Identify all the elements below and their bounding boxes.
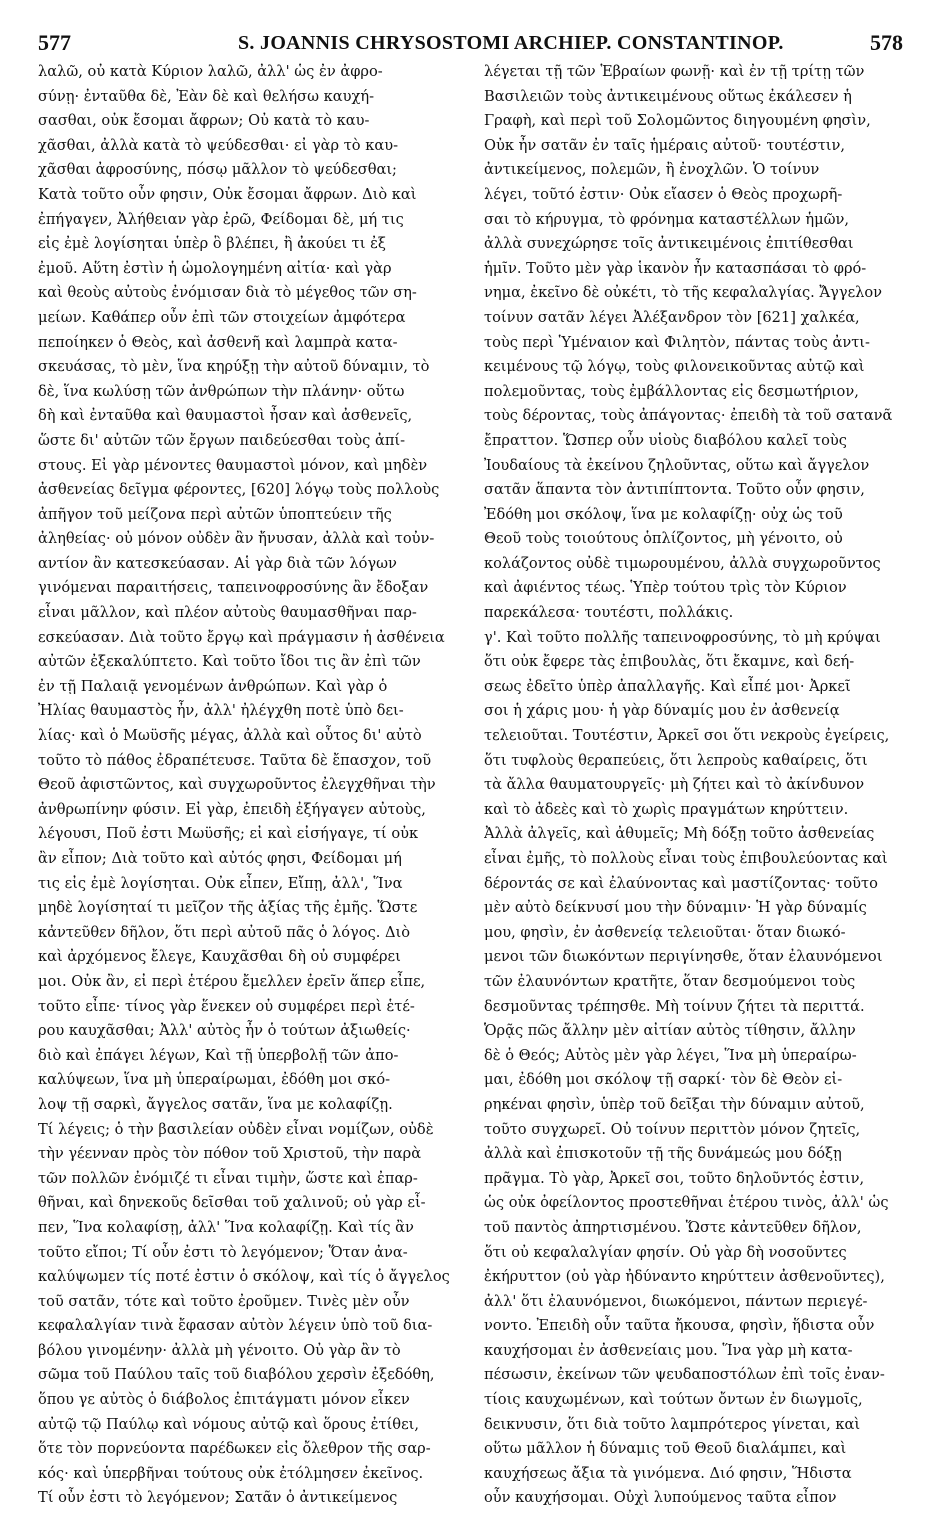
text-line: μοι. Οὐκ ἂν, εἰ περὶ ἑτέρου ἔμελλεν ἐρεῖν ἅπερ εἶπε, [38,972,426,990]
text-line: γ'. Καὶ τοῦτο πολλῆς ταπεινοφροσύνης, τὸ μὴ κρύψαι [484,628,881,646]
text-line: ὅτι οὐ κεφαλαλγίαν φησίν. Οὐ γὰρ δὴ νοσοῦντες [484,1243,847,1261]
text-line: γινόμεναι παραιτήσεις, ταπεινοφροσύνης ἂν ἔδοξαν [38,579,429,597]
text-line: ὅτι οὐκ ἔφερε τὰς ἐπιβουλὰς, ὅτι ἔκαμνε, καὶ δεή- [484,653,855,671]
text-line: ὅπου γε αὐτὸς ὁ διάβολος ἐπιτάγματι μόνον εἶκεν [38,1391,410,1409]
text-line: τοῦτο εἶπε· τίνος γὰρ ἕνεκεν οὐ συμφέρει περὶ ἑτέ- [38,997,415,1015]
text-line: χᾶσθαι ἀφροσύνης, πόσῳ μᾶλλον τὸ ψεύδεσθαι; [38,161,397,179]
text-line: σατᾶν ἅπαντα τὸν ἀντιπίπτοντα. Τοῦτο οὖν φησιν, [484,481,865,499]
text-line: ἀλλ' ὅτι ἐλαυνόμενοι, διωκόμενοι, πάντων περιεγέ- [484,1292,868,1310]
text-line: ὅτι τυφλοὺς θεραπεύεις, ὅτι λεπροὺς καθαίρεις, ὅτι [484,751,868,769]
text-line: κεφαλαλγίαν τινὰ ἔφασαν αὐτὸν λέγειν ὑπὸ τοῦ δια- [38,1317,433,1335]
text-line: ἀσθενείας δεῖγμα φέροντες, [620] λόγῳ τοὺς πολλοὺς [38,481,440,499]
text-line: θῆναι, καὶ δηνεκοῦς δεῖσθαι τοῦ χαλινοῦ; οὐ γὰρ εἶ- [38,1194,426,1212]
page-number-left: 577 [38,30,71,55]
text-line: λέγει, τοῦτό ἐστιν· Οὐκ εἴασεν ὁ Θεὸς προχωρῆ- [484,185,843,203]
text-line: καλύψεων, ἵνα μὴ ὑπεραίρωμαι, ἐδόθη μοι σκό- [38,1071,391,1089]
text-line: λέγουσι, Ποῦ ἐστι Μωϋσῆς; εἰ καὶ εἰσήγαγε, τί οὐκ [38,825,419,843]
text-line: ἀνθρωπίνην φύσιν. Εἰ γὰρ, ἐπειδὴ ἐξήγαγεν αὐτοὺς, [38,800,426,818]
text-line: στους. Εἰ γὰρ μένοντες θαυμαστοὶ μόνον, καὶ μηδὲν [38,456,428,474]
text-line: καλύψωμεν τίς ποτέ ἐστιν ὁ σκόλοψ, καὶ τίς ὁ ἄγγελος [38,1268,450,1286]
text-line: πέσωσιν, ἐκείνων τῶν ψευδαποστόλων ἐπὶ τοῖς ἐναν- [484,1366,885,1384]
text-line: ἐν τῇ Παλαιᾷ γενομένων ἀνθρώπων. Καὶ γὰρ ὁ [38,677,388,695]
text-line: ἂν εἶπον; Διὰ τοῦτο καὶ αὐτός φησι, Φείδομαι μή [38,850,402,867]
text-line: ἀντικείμενος, πολεμῶν, ἢ ἐνοχλῶν. Ὁ τοίνυν [484,161,820,179]
text-line: δὴ καὶ ἐνταῦθα καὶ θαυμαστοὶ ἦσαν καὶ ἀσθενεῖς, [38,407,413,425]
text-line: Ἰουδαίους τὰ ἐκείνου ζηλοῦντας, οὕτω καὶ ἄγγελον [484,456,870,474]
text-line: πολεμοῦντας, τοὺς ἐμβάλλοντας εἰς δεσμωτήριον, [484,382,859,400]
text-line: τοῦτο εἴποι; Τί οὖν ἐστι τὸ λεγόμενον; Ὅταν ἀνα- [38,1243,408,1261]
text-line: πρᾶγμα. Τὸ γὰρ, Ἀρκεῖ σοι, τοῦτο δηλοῦντός ἐστιν, [484,1169,865,1187]
text-line: κολάζοντος οὐδὲ τιμωρουμένου, ἀλλὰ συγχωροῦντος [484,554,881,572]
text-line: ἀλλὰ συνεχώρησε τοῖς ἀντικειμένοις ἐπιτίθεσθαι [484,235,854,253]
text-line: τοῦτο τὸ πάθος ἐδραπέτευσε. Ταῦτα δὲ ἔπασχον, τοῦ [38,751,432,769]
text-line: κειμένους τῷ λόγῳ, τοὺς φιλονεικοῦντας αὐτῷ καὶ [484,358,865,376]
text-line: Ἠλίας θαυμαστὸς ἦν, ἀλλ' ἠλέγχθη ποτὲ ὑπὸ δει- [38,702,404,720]
text-line: σκευάσας, τὸ μὲν, ἵνα κηρύξῃ τὴν αὐτοῦ δύναμιν, τὸ [38,358,430,376]
text-line: σαι τὸ κήρυγμα, τὸ φρόνημα καταστέλλων ἡμῶν, [484,210,850,228]
text-line: τίοις καυχωμένων, καὶ τούτων ὄντων ἐν διωγμοῖς, [484,1391,863,1409]
text-line: πεποίηκεν ὁ Θεὸς, καὶ ἀσθενῆ καὶ λαμπρὰ κατα- [38,333,398,351]
text-line: καὶ ἀρχόμενος ἔλεγε, Καυχᾶσθαι δὴ οὐ συμφέρει [38,948,401,966]
text-line: Θεοῦ τοὺς τοιούτους ὁπλίζοντος, μὴ γένοιτο, οὐ [484,530,843,548]
text-line: σύνῃ· ἐνταῦθα δὲ, Ἐὰν δὲ καὶ θελήσω καυχή- [38,87,375,105]
running-title: S. JOANNIS CHRYSOSTOMI ARCHIEP. CONSTANTINOP. [238,32,784,54]
text-line: Θεοῦ ἀφιστῶντος, καὶ συγχωροῦντος ἐλεγχθῆναι τὴν [38,776,436,794]
text-line: Ἐδόθη μοι σκόλοψ, ἵνα με κολαφίζῃ· οὐχ ὡς τοῦ [484,505,843,523]
text-line: μὲν αὐτὸ δείκνυσί μου τὴν δύναμιν· Ἡ γὰρ δύναμίς [484,899,867,917]
text-line: μου, φησὶν, ἐν ἀσθενείᾳ τελειοῦται· ὅταν διωκό- [484,923,846,941]
text-line: σῶμα τοῦ Παύλου ταῖς τοῦ διαβόλου χερσὶν ἐξεδόθη, [38,1366,435,1384]
text-line: δεικνυσιν, ὅτι διὰ τοῦτο λαμπρότερος γίνεται, καὶ [484,1415,861,1433]
text-line: καυχήσομαι ἐν ἀσθενείαις μου. Ἵνα γὰρ μὴ κατα- [484,1341,853,1359]
text-line: ὡς οὐκ ὀφείλοντος προστεθῆναι ἑτέρου τινὸς, ἀλλ' ὡς [484,1194,889,1212]
text-line: τελειοῦται. Τουτέστιν, Ἀρκεῖ σοι ὅτι νεκροὺς ἐγείρεις, [484,727,890,745]
text-line: χᾶσθαι, ἀλλὰ κατὰ τὸ ψεύδεσθαι· εἰ γὰρ τὸ καυ- [38,136,399,154]
text-line: τοὺς περὶ Ὑμέναιον καὶ Φιλητὸν, πάντας τοὺς ἀντι- [484,333,870,351]
text-line: δεσμοῦντας τρέπησθε. Μὴ τοίνυν ζήτει τὰ περιττά. [484,997,865,1015]
text-line: ἀλλὰ καὶ ἐπισκοτοῦν τῇ τῆς δυνάμεώς μου δόξῃ [484,1145,842,1163]
text-line: δέροντάς σε καὶ ἐλαύνοντας καὶ μαστίζοντας· τοῦτο [484,874,878,892]
text-line: οὖν καυχήσομαι. Οὐχὶ λυπούμενος ταῦτα εἶπον [484,1489,837,1507]
text-line: τὰ ἄλλα θαυματουργεῖς· μὴ ζήτει καὶ τὸ ἀκίνδυνον [484,776,865,794]
text-line: Ἀλλὰ ἀλγεῖς, καὶ ἀθυμεῖς; Μὴ δόξῃ τοῦτο ἀσθενείας [484,825,875,843]
text-line: ὥστε δι' αὐτῶν τῶν ἔργων παιδεύεσθαι τοὺς ἀπί- [38,431,406,449]
text-line: λίας· καὶ ὁ Μωϋσῆς μέγας, ἀλλὰ καὶ οὗτος δι' αὐτὸ [38,727,422,745]
text-line: ἔπραττον. Ὥσπερ οὖν υἱοὺς διαβόλου καλεῖ τοὺς [484,431,847,449]
page-number-right: 578 [870,30,903,55]
text-line: ρηκέναι φησὶν, ὑπὲρ τοῦ δεῖξαι τὴν δύναμιν αὐτοῦ, [484,1095,865,1113]
text-line: Οὐκ ἦν σατᾶν ἐν ταῖς ἡμέραις αὐτοῦ· τουτέστιν, [484,136,846,154]
running-header [38,30,909,60]
text-line: τοὺς δέροντας, τοὺς ἀπάγοντας· ἐπειδὴ τὰ τοῦ σατανᾶ [484,407,893,425]
text-line: δὲ, ἵνα κωλύσῃ τῶν ἀνθρώπων τὴν πλάνην· οὕτω [38,382,405,400]
text-line: αὐτῶν ἐξεκαλύπτετο. Καὶ τοῦτο ἴδοι τις ἂν ἐπὶ τῶν [38,653,421,671]
text-line: Κατὰ τοῦτο οὖν φησιν, Οὐκ ἔσομαι ἄφρων. Διὸ καὶ [38,185,417,203]
text-line: μενοι τῶν διωκόντων περιγίνησθε, ὅταν ἐλαυνόμενοι [484,948,883,966]
text-line: δὲ ὁ Θεός; Αὐτὸς μὲν γὰρ λέγει, Ἵνα μὴ ὑπεραίρω- [484,1046,857,1064]
text-line: νημα, ἐκεῖνο δὲ οὐκέτι, τὸ τῆς κεφαλαλγίας. Ἄγγελον [484,284,883,302]
text-line: τοῦ παντὸς ἀπηρτισμένου. Ὥστε κἀντεῦθεν δῆλον, [484,1218,862,1236]
text-line: λοψ τῇ σαρκὶ, ἄγγελος σατᾶν, ἵνα με κολαφίζῃ. [38,1095,393,1113]
text-line: ἐπήγαγεν, Ἀλήθειαν γὰρ ἐρῶ, Φείδομαι δὲ, μή τις [38,210,404,228]
text-line: ἐμοῦ. Αὕτη ἐστὶν ἡ ὡμολογημένη αἰτία· καὶ γὰρ [38,259,392,277]
text-line: καὶ τὸ ἀδεὲς καὶ τὸ χωρὶς πραγμάτων κηρύττειν. [484,800,849,818]
text-line: ἐκήρυττον (οὐ γὰρ ἠδύναντο κηρύττειν ἀσθενοῦντες), [484,1268,885,1286]
text-line: ρου καυχᾶσθαι; Ἀλλ' αὐτὸς ἦν ὁ τούτων ἀξιωθείς· [38,1022,411,1040]
text-line: καυχήσεως ἄξια τὰ γινόμενα. Διό φησιν, Ἥδιστα [484,1464,852,1482]
text-line: αὐτῷ τῷ Παύλῳ καὶ νόμους αὐτῷ καὶ ὅρους ἐτίθει, [38,1415,419,1433]
text-line: εἶναι μᾶλλον, καὶ πλέον αὐτοὺς θαυμασθῆναι παρ- [38,604,417,622]
text-line: Ὁρᾷς πῶς ἄλλην μὲν αἰτίαν αὐτὸς τίθησιν, ἄλλην [484,1022,856,1040]
text-line: καὶ θεοὺς αὐτοὺς ἐνόμισαν διὰ τὸ μέγεθος τῶν ση- [38,284,417,302]
right-column [484,60,906,1511]
text-line: σοι ἡ χάρις μου· ἡ γὰρ δύναμίς μου ἐν ἀσθενείᾳ [484,702,840,720]
text-line: τὴν γέενναν πρὸς τὸν πόθον τοῦ Χριστοῦ, τὴν παρὰ [38,1145,422,1163]
text-line: πεν, Ἵνα κολαφίσῃ, ἀλλ' Ἵνα κολαφίζῃ. Καὶ τίς ἂν [38,1218,414,1236]
text-line: κός· καὶ ὑπερβῆναι τούτους οὐκ ἐτόλμησεν ἐκεῖνος. [38,1464,424,1482]
text-line: σεως ἐδεῖτο ὑπὲρ ἀπαλλαγῆς. Καὶ εἶπέ μοι· Ἀρκεῖ [484,677,851,695]
text-line: τις εἰς ἐμὲ λογίσηται. Οὐκ εἶπεν, Εἴπῃ, ἀλλ', Ἵνα [38,874,403,892]
text-line: τοῦτο συγχωρεῖ. Οὐ τοίνυν περιττὸν μόνον ζητεῖς, [484,1120,861,1138]
text-line: τῶν ἐλαυνόντων κρατῆτε, ὅταν δεσμούμενοι τοὺς [484,972,856,990]
text-line: νοντο. Ἐπειδὴ οὖν ταῦτα ἤκουσα, φησὶν, ἥδιστα οὖν [484,1317,875,1335]
text-line: εἶναι ἐμῆς, τὸ πολλοὺς εἶναι τοὺς ἐπιβουλεύοντας καὶ [484,850,888,867]
text-line: σασθαι, οὐκ ἔσομαι ἄφρων; Οὐ κατὰ τὸ καυ- [38,112,370,130]
text-line: λαλῶ, οὐ κατὰ Κύριον λαλῶ, ἀλλ' ὡς ἐν ἀφρο- [38,63,383,80]
text-line: Τί λέγεις; ὁ τὴν βασιλείαν οὐδὲν εἶναι νομίζων, οὐδὲ [38,1120,434,1138]
text-line: μαι, ἐδόθη μοι σκόλοψ τῇ σαρκί· τὸν δὲ Θεὸν εἰ- [484,1071,843,1089]
text-line: τῶν πολλῶν ἐνόμιζέ τι εἶναι τιμὴν, ὥστε καὶ ἐπαρ- [38,1169,418,1187]
left-column [38,60,460,1511]
text-line: εἰς ἐμὲ λογίσηται ὑπὲρ ὃ βλέπει, ἢ ἀκούει τι ἐξ [38,235,386,253]
text-line: καὶ ἀφιέντος τέως. Ὑπὲρ τούτου τρὶς τὸν Κύριον [484,579,847,597]
text-line: παρεκάλεσα· τουτέστι, πολλάκις. [484,604,734,622]
text-line: Τί οὖν ἐστι τὸ λεγόμενον; Σατᾶν ὁ ἀντικείμενος [38,1489,398,1507]
text-line: τοίνυν σατᾶν λέγει Ἀλέξανδρον τὸν [621] χαλκέα, [484,308,860,326]
text-line: Βασιλειῶν τοὺς ἀντικειμένους οὕτως ἐκάλεσεν ἡ [484,87,852,105]
text-line: ἀπῆγον τοῦ μείζονα περὶ αὐτῶν ὑποπτεύειν τῆς [38,505,392,523]
text-line: οὕτω μᾶλλον ἡ δύναμις τοῦ Θεοῦ διαλάμπει, καὶ [484,1440,847,1458]
text-columns [38,60,909,1511]
text-line: διὸ καὶ ἐπάγει λέγων, Καὶ τῇ ὑπερβολῇ τῶν ἀπο- [38,1046,399,1064]
text-line: ἡμῖν. Τοῦτο μὲν γὰρ ἱκανὸν ἦν κατασπάσαι τὸ φρό- [484,259,867,277]
text-line: εσκεύασαν. Διὰ τοῦτο ἔργῳ καὶ πράγμασιν ἡ ἀσθένεια [38,628,445,646]
text-line: ὅτε τὸν πορνεύοντα παρέδωκεν εἰς ὄλεθρον τῆς σαρ- [38,1440,431,1458]
text-line: ἀληθείας· οὐ μόνον οὐδὲν ἂν ἤνυσαν, ἀλλὰ καὶ τοὐν- [38,530,435,548]
text-line: βόλου γινομένην· ἀλλὰ μὴ γένοιτο. Οὐ γὰρ ἂν τὸ [38,1341,401,1359]
text-line: Γραφὴ, καὶ περὶ τοῦ Σολομῶντος διηγουμένη φησὶν, [484,112,871,130]
text-line: αντίον ἂν κατεσκεύασαν. Αἱ γὰρ διὰ τῶν λόγων [38,554,397,572]
text-line: μείων. Καθάπερ οὖν ἐπὶ τῶν στοιχείων ἀμφότερα [38,308,406,326]
text-line: λέγεται τῇ τῶν Ἑβραίων φωνῇ· καὶ ἐν τῇ τρίτῃ τῶν [484,63,865,80]
text-line: τοῦ σατᾶν, τότε καὶ τοῦτο ἐροῦμεν. Τινὲς μὲν οὖν [38,1292,410,1310]
text-line: μηδὲ λογίσηταί τι μεῖζον τῆς ἀξίας τῆς ἐμῆς. Ὥστε [38,899,418,917]
text-line: κἀντεῦθεν δῆλον, ὅτι περὶ αὐτοῦ πᾶς ὁ λόγος. Διὸ [38,923,411,941]
